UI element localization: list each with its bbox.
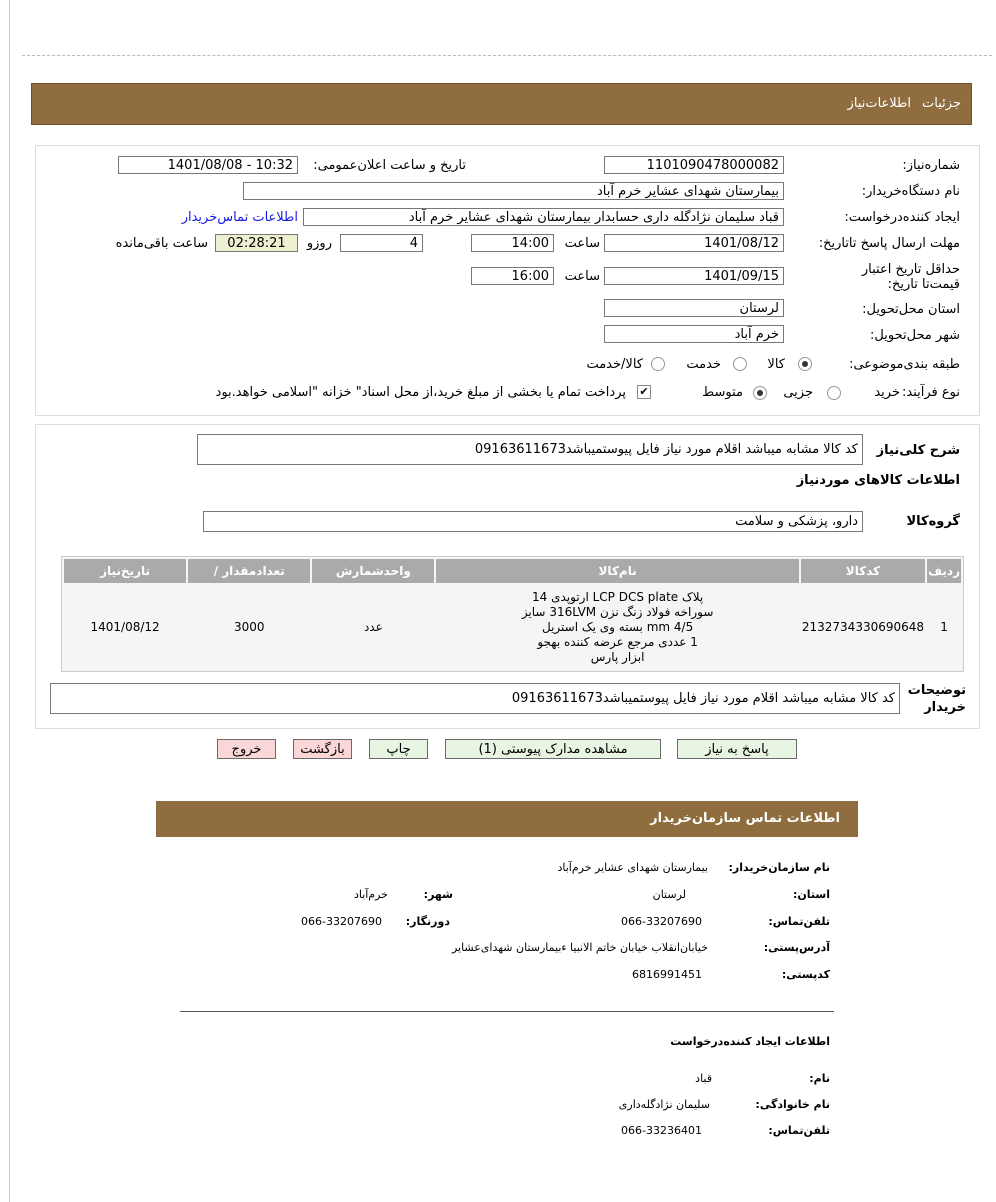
requester-fname-label: نام:: [809, 1072, 830, 1085]
exit-button[interactable]: خروج: [217, 739, 276, 759]
cell-name-line: 1 عددی مرجع عرضه کننده بهجو: [537, 634, 698, 649]
requester-lname-value: سلیمان نژادگله‌داری: [618, 1098, 710, 1111]
category-goods-label: کالا: [767, 357, 785, 372]
col-row: ردیف: [927, 559, 961, 583]
cell-date: 1401/08/12: [90, 620, 160, 634]
top-divider: [22, 55, 992, 56]
postal-label: کد‌پستی:: [781, 968, 830, 981]
process-minor-label: جزیی: [783, 385, 813, 400]
contact-city-value: خرم‌آباد: [353, 888, 388, 901]
fax-label: دورنگار:: [405, 915, 450, 928]
creator-field: قباد سلیمان نژادگله داری حسابدار بیمارستان شهدای عشایر خرم آباد: [303, 208, 784, 226]
cell-name-line: پلاک LCP DCS plate ارتوپدی 14: [532, 589, 704, 604]
process-medium-radio[interactable]: [753, 386, 767, 400]
remaining-time-field: 02:28:21: [215, 234, 298, 252]
requester-phone-value: 066-33236401: [621, 1124, 702, 1137]
requester-title: اطلاعات ایجاد کننده‌درخواست: [670, 1035, 830, 1048]
city-label: شهر محل‌تحویل:: [870, 328, 960, 343]
org-label: نام سازمان‌خریدار:: [728, 861, 830, 874]
postal-value: 6816991451: [632, 968, 702, 981]
contact-province-value: لرستان: [652, 888, 686, 901]
fax-value: 066-33207690: [301, 915, 382, 928]
col-name: نام‌کالا: [436, 559, 798, 583]
contact-header-bar: [156, 801, 858, 837]
category-both-radio[interactable]: [651, 357, 665, 371]
requester-phone-label: تلفن‌تماس:: [768, 1124, 830, 1137]
deadline-date-field: 1401/08/12: [604, 234, 784, 252]
view-attachments-button[interactable]: مشاهده مدارک پیوستی (1): [445, 739, 661, 759]
category-both-label: کالا/خدمت: [586, 357, 643, 372]
requester-lname-label: نام خانوادگی:: [755, 1098, 830, 1111]
announce-field: 1401/08/08 - 10:32: [118, 156, 298, 174]
validity-label: حداقل تاریخ اعتبار قیمت‌تا تاریخ:: [861, 262, 960, 292]
phone-value: 066-33207690: [621, 915, 702, 928]
buyer-notes-label: توضیحات خریدار: [907, 683, 966, 715]
province-label: استان محل‌تحویل:: [862, 302, 960, 317]
category-service-radio[interactable]: [733, 357, 747, 371]
process-minor-radio[interactable]: [827, 386, 841, 400]
address-label: آدرس‌پستی:: [763, 941, 830, 954]
payment-note: پرداخت تمام یا بخشی از مبلغ خرید،از محل اسناد" خزانه "اسلامی خواهد.بود: [215, 385, 626, 400]
cell-name-line: ابزار پارس: [590, 649, 645, 664]
need-number-label: شماره‌نیاز:: [902, 158, 960, 173]
creator-label: ایجاد کننده‌درخواست:: [844, 210, 960, 225]
org-value: بیمارستان شهدای عشایر خرم‌آباد: [557, 861, 708, 874]
remaining-label: ساعت باقی‌مانده: [115, 236, 208, 251]
cell-name-line: سوراخه فولاد زنگ نزن 316LVM سایز: [521, 604, 714, 619]
category-service-label: خدمت: [686, 357, 721, 372]
cell-name-line: 4/5 mm بسته وی یک استریل: [542, 619, 694, 634]
category-goods-radio[interactable]: [798, 357, 812, 371]
requester-fname-value: قباد: [695, 1072, 712, 1085]
buyer-notes-field: کد کالا مشابه میباشد اقلام مورد نیاز فایل پیوستمیباشد09163611673: [50, 683, 900, 714]
process-label: نوع فرآیند:: [902, 385, 960, 400]
deadline-label: مهلت ارسال پاسخ تا‌تاریخ:: [818, 236, 960, 251]
cell-unit: عدد: [363, 620, 383, 634]
tab-need-info[interactable]: اطلاعات‌نیاز: [847, 96, 911, 111]
items-table: [61, 556, 964, 672]
cell-code: 2132734330690648: [801, 620, 925, 634]
group-field: دارو، پزشکی و سلامت: [203, 511, 863, 532]
contact-title: اطلاعات تماس سازمان‌خریدار: [650, 811, 840, 826]
validity-time-label: ساعت: [564, 269, 600, 284]
buyer-field: بیمارستان شهدای عشایر خرم آباد: [243, 182, 784, 200]
cell-qty: 3000: [233, 620, 265, 634]
table-header-row: [64, 559, 961, 583]
header-bar: [31, 83, 972, 125]
goods-heading: اطلاعات کالاهای موردنیاز: [796, 473, 960, 488]
contact-city-label: شهر:: [423, 888, 453, 901]
province-field: لرستان: [604, 299, 784, 317]
col-date: تاریخ‌نیاز: [64, 559, 186, 583]
announce-label: تاریخ و ساعت اعلان‌عمومی:: [313, 158, 466, 173]
validity-time-field: 16:00: [471, 267, 554, 285]
table-row: [64, 585, 961, 669]
days-label: روزو: [306, 236, 332, 251]
days-field: 4: [340, 234, 423, 252]
process-purchase-label: خرید: [874, 385, 900, 400]
phone-label: تلفن‌تماس:: [768, 915, 830, 928]
deadline-time-field: 14:00: [471, 234, 554, 252]
group-label: گروه‌کالا: [906, 514, 960, 529]
validity-date-field: 1401/09/15: [604, 267, 784, 285]
page-left-border: [9, 0, 10, 1202]
col-code: کدکالا: [801, 559, 925, 583]
address-value: خیابان‌انقلاب خیابان خاتم الانبیا ء‌بیمارستان شهدای‌عشایر: [451, 941, 708, 954]
contact-divider: [180, 1011, 834, 1012]
process-medium-label: متوسط: [702, 385, 743, 400]
back-button[interactable]: بازگشت: [293, 739, 352, 759]
contact-province-label: استان:: [793, 888, 830, 901]
col-unit: واحدشمارش: [312, 559, 434, 583]
payment-checkbox[interactable]: ✔: [637, 385, 651, 399]
buyer-label: نام دستگاه‌خریدار:: [861, 184, 960, 199]
description-field: کد کالا مشابه میباشد اقلام مورد نیاز فایل پیوستمیباشد09163611673: [197, 434, 863, 465]
need-number-field: 1101090478000082: [604, 156, 784, 174]
deadline-time-label: ساعت: [564, 236, 600, 251]
cell-row: 1: [940, 620, 948, 634]
tab-details[interactable]: جزئيات: [922, 96, 961, 111]
category-label: طبقه بندی‌موضوعی:: [849, 357, 960, 372]
print-button[interactable]: چاپ: [369, 739, 428, 759]
reply-button[interactable]: پاسخ به نیاز: [677, 739, 797, 759]
city-field: خرم آباد: [604, 325, 784, 343]
description-label: شرح کلی‌نیاز: [876, 443, 960, 458]
buyer-contact-link[interactable]: اطلاعات تماس‌خریدار: [181, 210, 298, 225]
cell-name: [436, 585, 798, 669]
col-qty: تعداد‌مقدار /: [188, 559, 310, 583]
